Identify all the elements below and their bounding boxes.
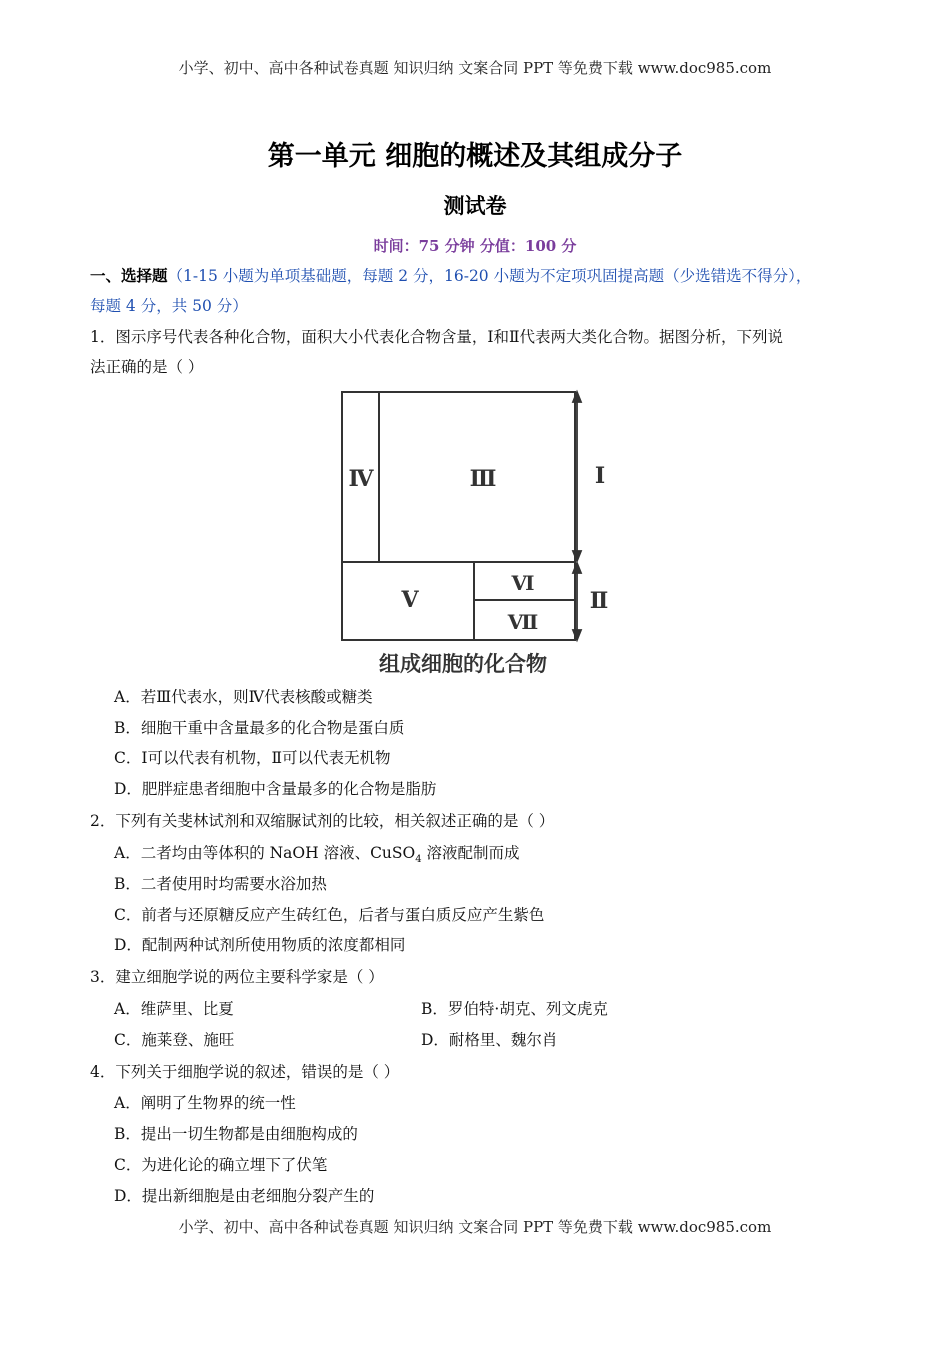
q3-option-b: B．罗伯特·胡克、列文虎克	[421, 1000, 608, 1018]
q4-option-a: A．阐明了生物界的统一性	[114, 1094, 296, 1112]
q2-option-a-post: 溶液配制而成	[421, 844, 520, 862]
section-label: 一、选择题	[90, 266, 168, 285]
label-v: Ⅴ	[401, 587, 419, 613]
q4-option-d: D．提出新细胞是由老细胞分裂产生的	[114, 1187, 375, 1205]
q3-option-c: C．施莱登、施旺	[114, 1031, 235, 1049]
q1-stem-line2: 法正确的是（ ）	[90, 358, 204, 376]
q4-option-b: B．提出一切生物都是由细胞构成的	[114, 1125, 358, 1143]
q3-option-d: D．耐格里、魏尔肖	[421, 1031, 558, 1049]
q1-option-b: B．细胞干重中含量最多的化合物是蛋白质	[114, 719, 405, 737]
page-header: 小学、初中、高中各种试卷真题 知识归纳 文案合同 PPT 等免费下载 www.doc985.com	[178, 59, 772, 77]
page-title: 第一单元 细胞的概述及其组成分子	[267, 141, 683, 172]
compounds-figure	[335, 386, 615, 682]
section-note-line2: 每题 4 分，共 50 分）	[90, 297, 248, 315]
q3-option-a: A．维萨里、比夏	[114, 1000, 234, 1018]
q3-stem: 3．建立细胞学说的两位主要科学家是（ ）	[90, 968, 384, 986]
label-vi: Ⅵ	[511, 571, 535, 595]
q1-option-c: C．Ⅰ可以代表有机物，Ⅱ可以代表无机物	[114, 749, 391, 767]
q2-option-a	[114, 842, 520, 871]
label-iv: Ⅳ	[348, 466, 374, 492]
label-vii: Ⅶ	[507, 610, 539, 634]
label-ii: Ⅱ	[589, 588, 609, 614]
section-heading	[90, 265, 811, 287]
page-subtitle: 测试卷	[443, 194, 507, 218]
q2-option-a-subscript: 4	[415, 854, 422, 866]
q4-stem: 4．下列关于细胞学说的叙述，错误的是（ ）	[90, 1063, 400, 1081]
figure-caption: 组成细胞的化合物	[379, 652, 547, 676]
label-iii: Ⅲ	[469, 466, 497, 492]
q2-option-b: B．二者使用时均需要水浴加热	[114, 875, 327, 893]
q1-option-d: D．肥胖症患者细胞中含量最多的化合物是脂肪	[114, 780, 437, 798]
q2-stem: 2．下列有关斐林试剂和双缩脲试剂的比较，相关叙述正确的是（ ）	[90, 812, 555, 830]
q4-option-c: C．为进化论的确立埋下了伏笔	[114, 1156, 328, 1174]
section-note-line1: （1-15 小题为单项基础题，每题 2 分，16-20 小题为不定项巩固提高题（少选错选不得分），	[167, 267, 812, 285]
exam-meta: 时间：75 分钟 分值：100 分	[373, 237, 577, 255]
q1-option-a: A．若Ⅲ代表水，则Ⅳ代表核酸或糖类	[114, 688, 373, 706]
q1-stem-line1: 1．图示序号代表各种化合物，面积大小代表化合物含量，Ⅰ和Ⅱ代表两大类化合物。据图分析，下列说	[90, 328, 784, 346]
label-i: Ⅰ	[594, 463, 606, 489]
q2-option-a-pre: A．二者均由等体积的 NaOH 溶液、CuSO	[114, 844, 416, 862]
q2-option-d: D．配制两种试剂所使用物质的浓度都相同	[114, 936, 406, 954]
page-footer: 小学、初中、高中各种试卷真题 知识归纳 文案合同 PPT 等免费下载 www.doc985.com	[178, 1218, 772, 1236]
q2-option-c: C．前者与还原糖反应产生砖红色，后者与蛋白质反应产生紫色	[114, 906, 545, 924]
figure-frame	[342, 392, 575, 640]
